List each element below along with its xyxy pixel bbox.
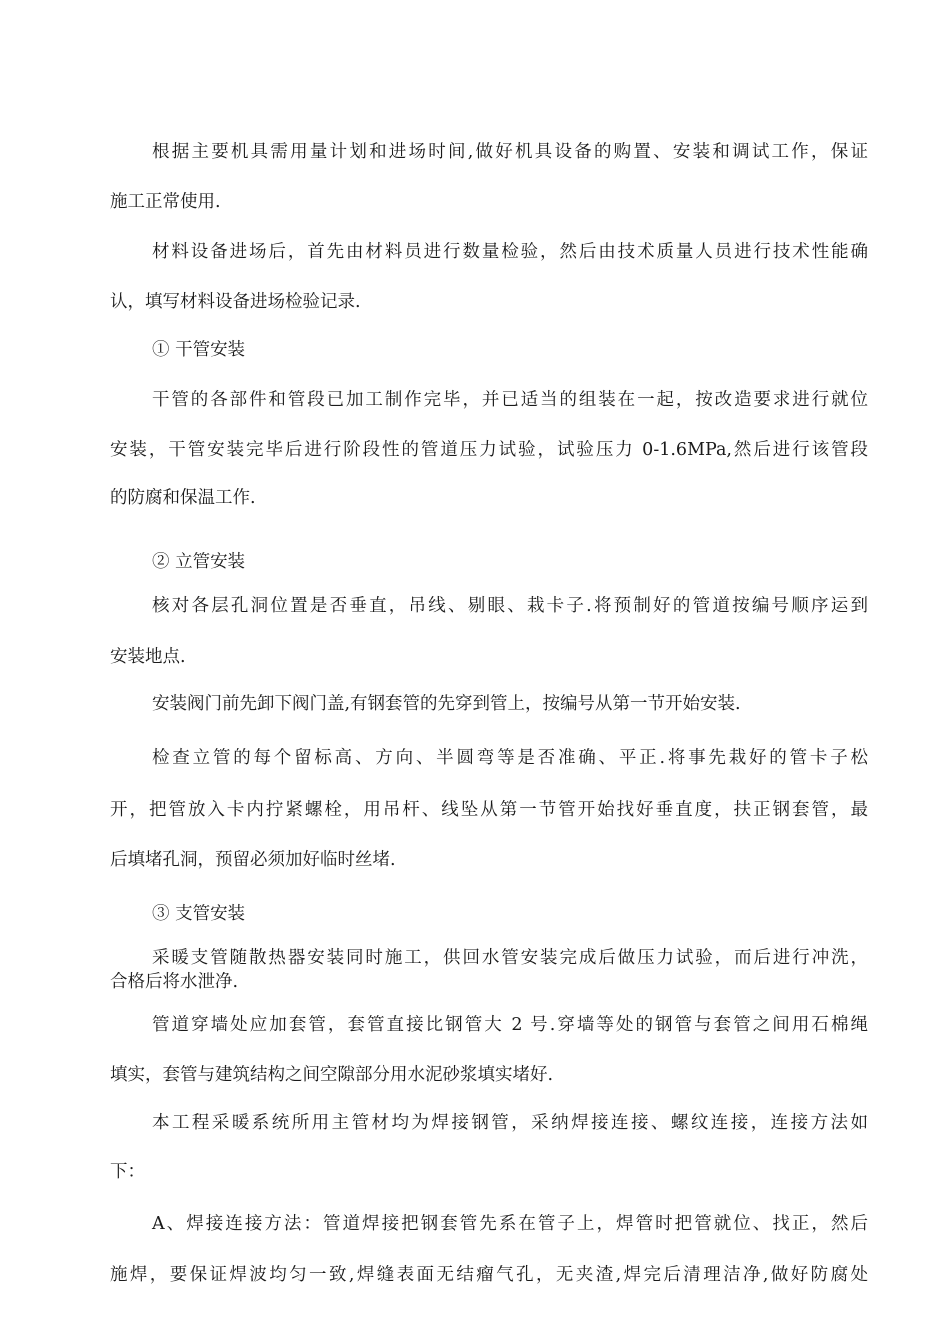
paragraph-line: 认，填写材料设备进场检验记录. [110, 292, 361, 312]
paragraph-line: 核对各层孔洞位置是否垂直，吊线、剔眼、栽卡子.将预制好的管道按编号顺序运到 [152, 596, 868, 616]
paragraph-line: 开，把管放入卡内拧紧螺栓，用吊杆、线坠从第一节管开始找好垂直度，扶正钢套管，最 [110, 800, 868, 820]
paragraph-line: 下： [110, 1162, 145, 1182]
paragraph-line: 材料设备进场后，首先由材料员进行数量检验，然后由技术质量人员进行技术性能确 [152, 242, 868, 262]
section-heading: ② 立管安装 [152, 552, 246, 572]
paragraph-line: 干管的各部件和管段已加工制作完毕，并已适当的组装在一起，按改造要求进行就位 [152, 390, 868, 410]
section-heading: ① 干管安装 [152, 340, 246, 360]
paragraph-line: 本工程采暖系统所用主管材均为焊接钢管，采纳焊接连接、螺纹连接，连接方法如 [152, 1113, 868, 1133]
paragraph-line: A、焊接连接方法：管道焊接把钢套管先系在管子上，焊管时把管就位、找正，然后 [152, 1214, 868, 1234]
paragraph-line: 施工正常使用. [110, 192, 221, 212]
paragraph-line: 安装地点. [110, 647, 186, 667]
paragraph-line: 合格后将水泄净. [110, 972, 239, 992]
paragraph-line: 填实，套管与建筑结构之间空隙部分用水泥砂浆填实堵好. [110, 1065, 554, 1085]
paragraph-line: 安装，干管安装完毕后进行阶段性的管道压力试验，试验压力 0-1.6MPa,然后进行该管段 [110, 440, 868, 460]
section-heading: ③ 支管安装 [152, 904, 246, 924]
paragraph-line: 安装阀门前先卸下阀门盖,有钢套管的先穿到管上，按编号从第一节开始安装. [152, 694, 741, 714]
paragraph-line: 检查立管的每个留标高、方向、半圆弯等是否准确、平正.将事先栽好的管卡子松 [152, 748, 868, 768]
paragraph-line: 根据主要机具需用量计划和进场时间,做好机具设备的购置、安装和调试工作，保证 [152, 142, 868, 162]
paragraph-line: 采暖支管随散热器安装同时施工，供回水管安装完成后做压力试验，而后进行冲洗， [152, 948, 868, 968]
paragraph-line: 后填堵孔洞，预留必须加好临时丝堵. [110, 850, 396, 870]
paragraph-line: 施焊，要保证焊波均匀一致,焊缝表面无结瘤气孔，无夹渣,焊完后清理洁净,做好防腐处 [110, 1265, 868, 1285]
paragraph-line: 管道穿墙处应加套管，套管直接比钢管大 2 号.穿墙等处的钢管与套管之间用石棉绳 [152, 1015, 868, 1035]
paragraph-line: 的防腐和保温工作. [110, 488, 256, 508]
